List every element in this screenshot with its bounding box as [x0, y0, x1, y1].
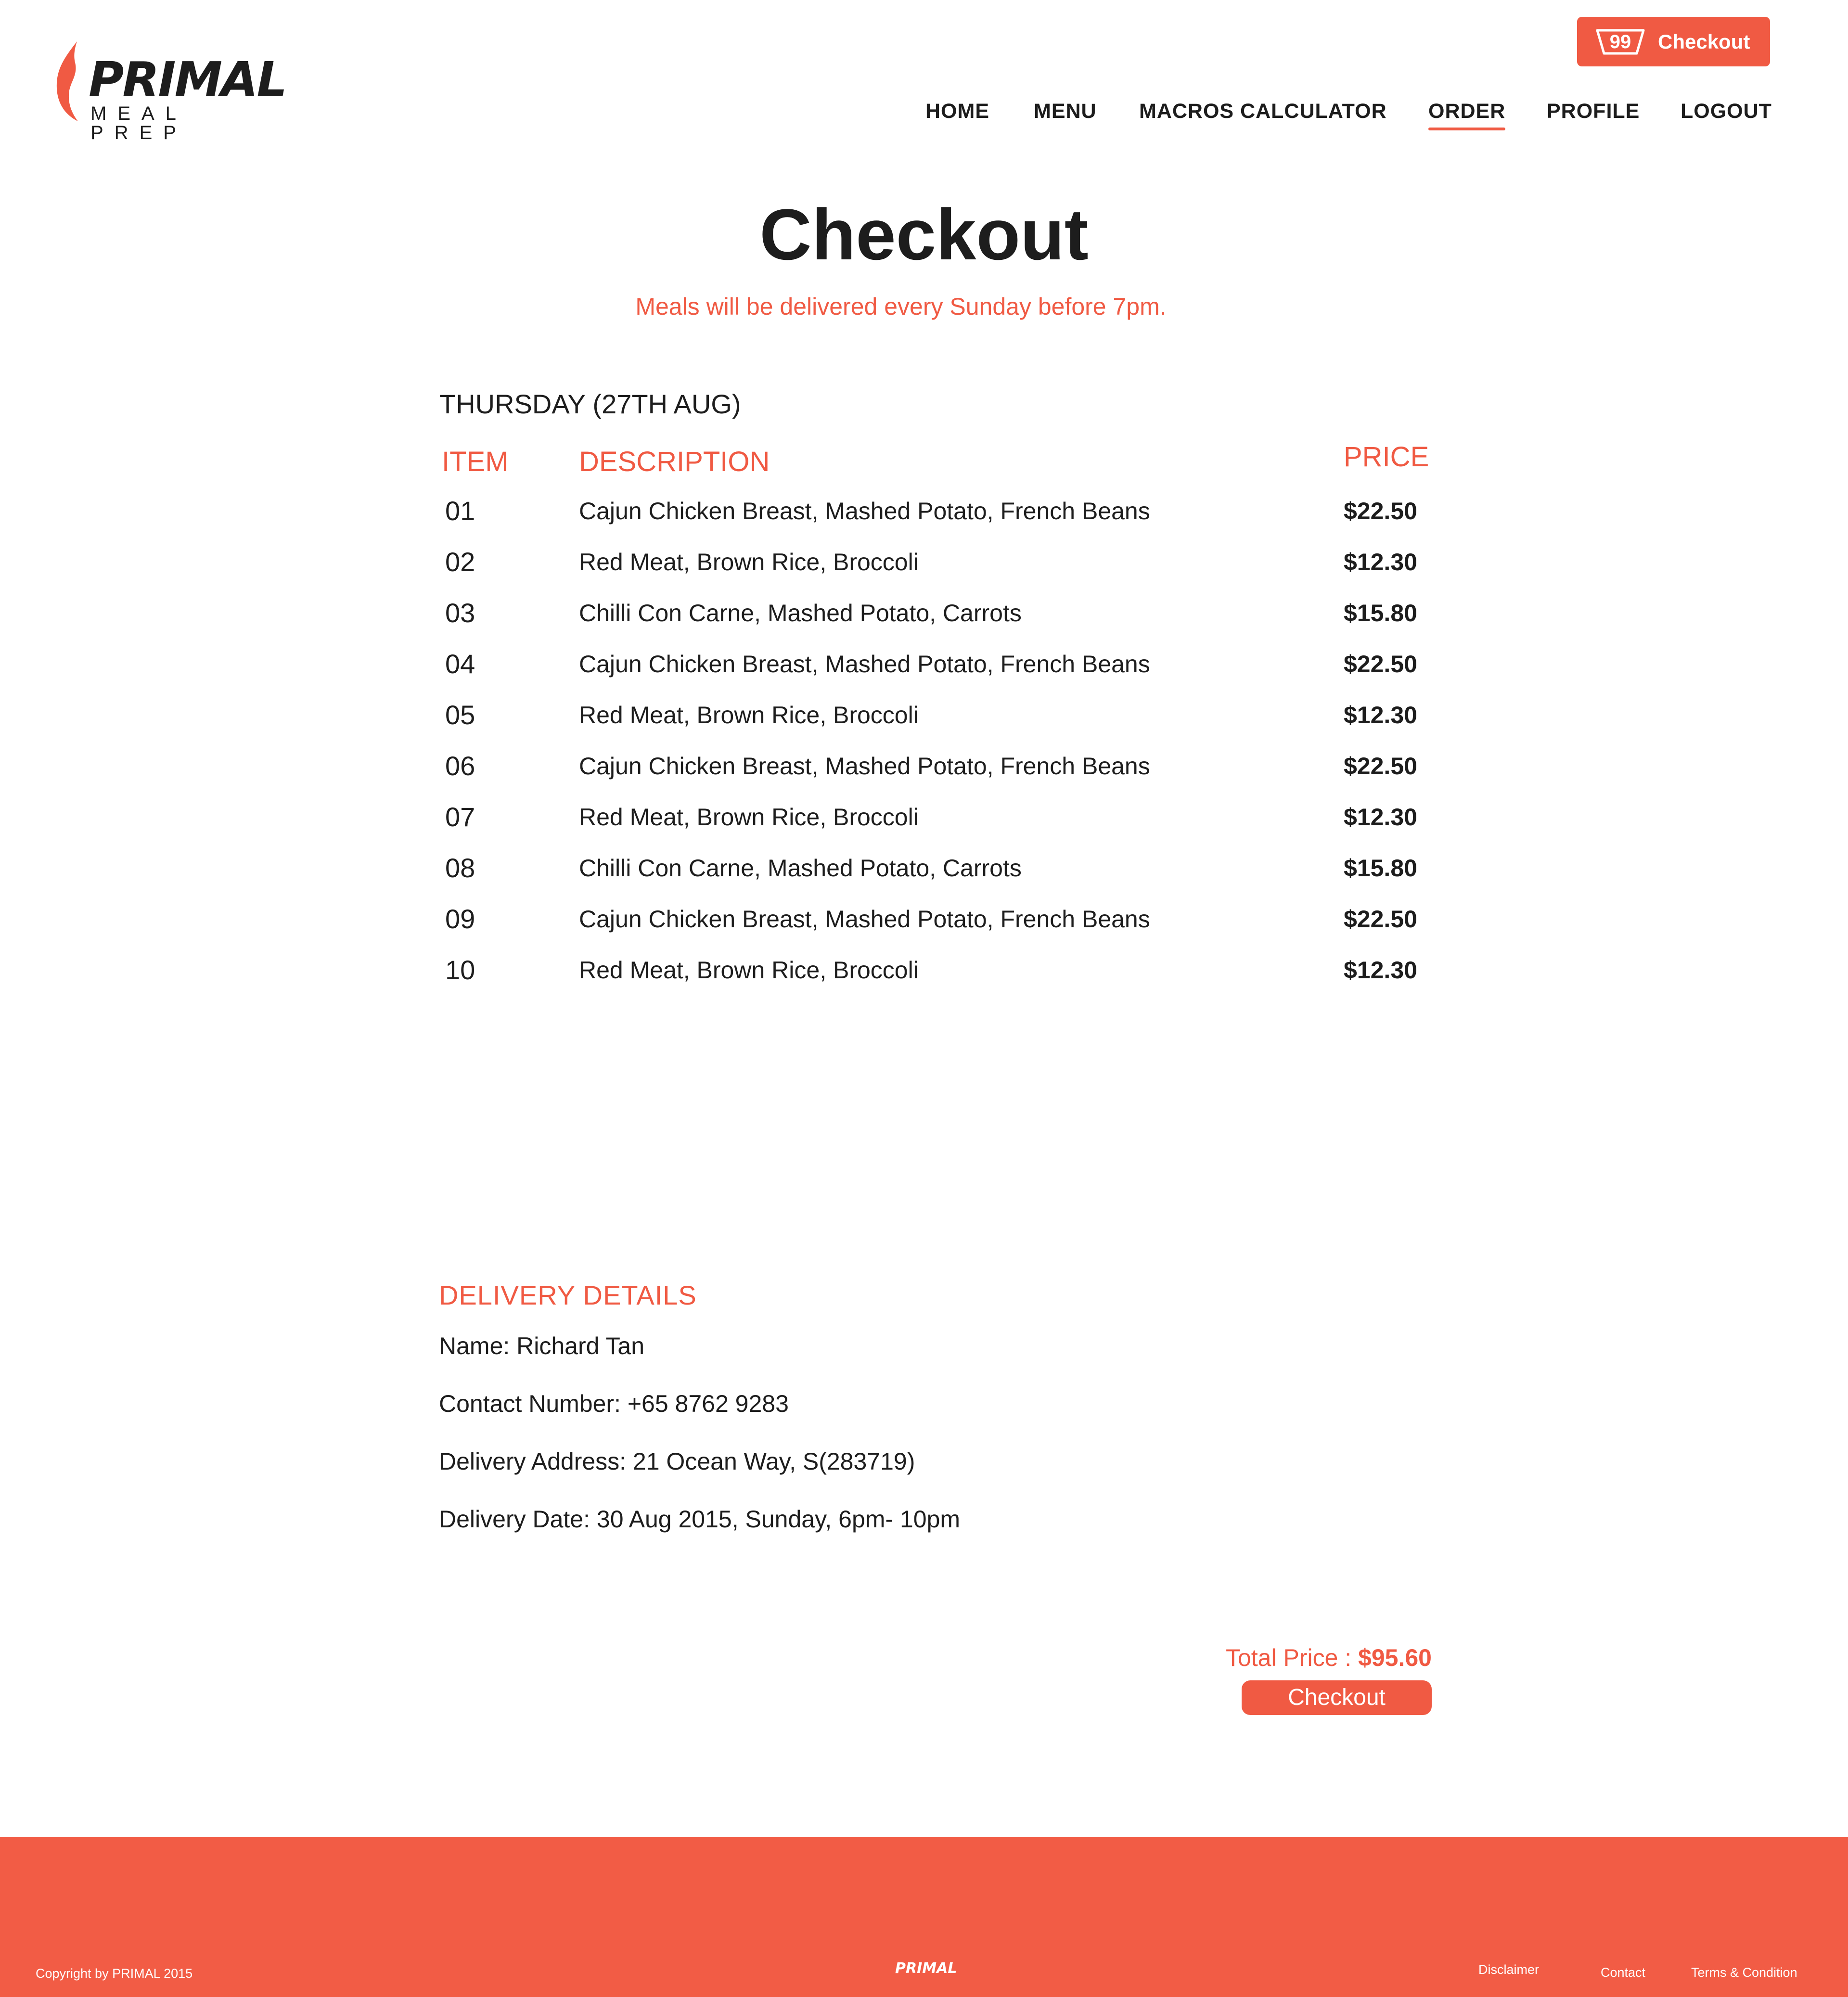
footer-copyright: Copyright by PRIMAL 2015	[36, 1966, 193, 1981]
row-price: $12.30	[1344, 957, 1417, 984]
row-price: $15.80	[1344, 855, 1417, 882]
row-item-number: 05	[445, 700, 475, 730]
footer-link-terms[interactable]: Terms & Condition	[1691, 1965, 1797, 1980]
delivery-contact: Contact Number: +65 8762 9283	[439, 1390, 789, 1417]
table-row	[0, 802, 1848, 853]
cart-count: 99	[1609, 31, 1631, 52]
cart-badge-icon	[1595, 28, 1645, 55]
brand-tagline: MEAL PREP	[90, 103, 187, 143]
table-row	[0, 700, 1848, 751]
brand-name: PRIMAL	[89, 51, 286, 108]
row-item-number: 02	[445, 547, 475, 577]
table-row	[0, 955, 1848, 1006]
row-price: $15.80	[1344, 600, 1417, 627]
table-row	[0, 904, 1848, 955]
delivery-address: Delivery Address: 21 Ocean Way, S(283719)	[439, 1448, 915, 1475]
row-price: $22.50	[1344, 651, 1417, 678]
delivery-date: Delivery Date: 30 Aug 2015, Sunday, 6pm- 10pm	[439, 1506, 961, 1533]
footer	[0, 1837, 1848, 1997]
main-nav	[0, 98, 1848, 136]
header-checkout-label: Checkout	[1658, 30, 1750, 53]
row-price: $22.50	[1344, 753, 1417, 780]
row-item-number: 07	[445, 802, 475, 832]
row-item-number: 10	[445, 955, 475, 985]
page-title: Checkout	[759, 194, 1089, 275]
table-row	[0, 751, 1848, 802]
row-item-number: 08	[445, 853, 475, 883]
row-description: Cajun Chicken Breast, Mashed Potato, French Beans	[579, 906, 1150, 933]
nav-macros-calculator[interactable]: MACROS CALCULATOR	[1139, 100, 1387, 123]
row-description: Cajun Chicken Breast, Mashed Potato, French Beans	[579, 651, 1150, 678]
total-price-value: $95.60	[1358, 1644, 1432, 1671]
total-price-label: Total Price :	[1225, 1644, 1359, 1671]
column-header-price: PRICE	[1344, 441, 1429, 473]
table-row	[0, 496, 1848, 547]
row-description: Cajun Chicken Breast, Mashed Potato, French Beans	[579, 498, 1150, 525]
row-price: $22.50	[1344, 498, 1417, 525]
total-price	[1226, 1642, 1432, 1673]
row-description: Chilli Con Carne, Mashed Potato, Carrots	[579, 600, 1022, 627]
nav-profile[interactable]: PROFILE	[1547, 100, 1640, 123]
header-checkout-button[interactable]	[1577, 17, 1770, 66]
row-price: $22.50	[1344, 906, 1417, 933]
row-item-number: 03	[445, 598, 475, 628]
delivery-details-heading: DELIVERY DETAILS	[439, 1280, 697, 1310]
row-item-number: 04	[445, 649, 475, 679]
row-description: Chilli Con Carne, Mashed Potato, Carrots	[579, 855, 1022, 882]
table-row	[0, 649, 1848, 700]
delivery-name: Name: Richard Tan	[439, 1332, 645, 1359]
column-header-description: DESCRIPTION	[579, 446, 770, 477]
row-description: Red Meat, Brown Rice, Broccoli	[579, 957, 919, 984]
footer-link-disclaimer[interactable]: Disclaimer	[1478, 1962, 1540, 1977]
checkout-button[interactable]: Checkout	[1242, 1680, 1432, 1715]
footer-link-contact[interactable]: Contact	[1601, 1965, 1646, 1980]
row-description: Cajun Chicken Breast, Mashed Potato, French Beans	[579, 753, 1150, 780]
row-price: $12.30	[1344, 549, 1417, 576]
table-row	[0, 598, 1848, 649]
nav-logout[interactable]: LOGOUT	[1681, 100, 1772, 123]
row-description: Red Meat, Brown Rice, Broccoli	[579, 804, 919, 831]
row-description: Red Meat, Brown Rice, Broccoli	[579, 702, 919, 729]
row-item-number: 09	[445, 904, 475, 934]
nav-menu[interactable]: MENU	[1034, 100, 1097, 123]
footer-logo[interactable]: PRIMAL	[895, 1960, 957, 1977]
column-header-item: ITEM	[442, 446, 509, 477]
nav-order[interactable]: ORDER	[1428, 98, 1505, 125]
nav-home[interactable]: HOME	[925, 100, 989, 123]
order-table	[0, 496, 1848, 1006]
row-price: $12.30	[1344, 702, 1417, 729]
row-description: Red Meat, Brown Rice, Broccoli	[579, 549, 919, 576]
table-row	[0, 547, 1848, 598]
row-price: $12.30	[1344, 804, 1417, 831]
row-item-number: 06	[445, 751, 475, 781]
row-item-number: 01	[445, 496, 475, 526]
order-day-heading: THURSDAY (27TH AUG)	[439, 389, 741, 419]
page-subtitle: Meals will be delivered every Sunday before 7pm.	[635, 293, 1167, 320]
table-row	[0, 853, 1848, 904]
